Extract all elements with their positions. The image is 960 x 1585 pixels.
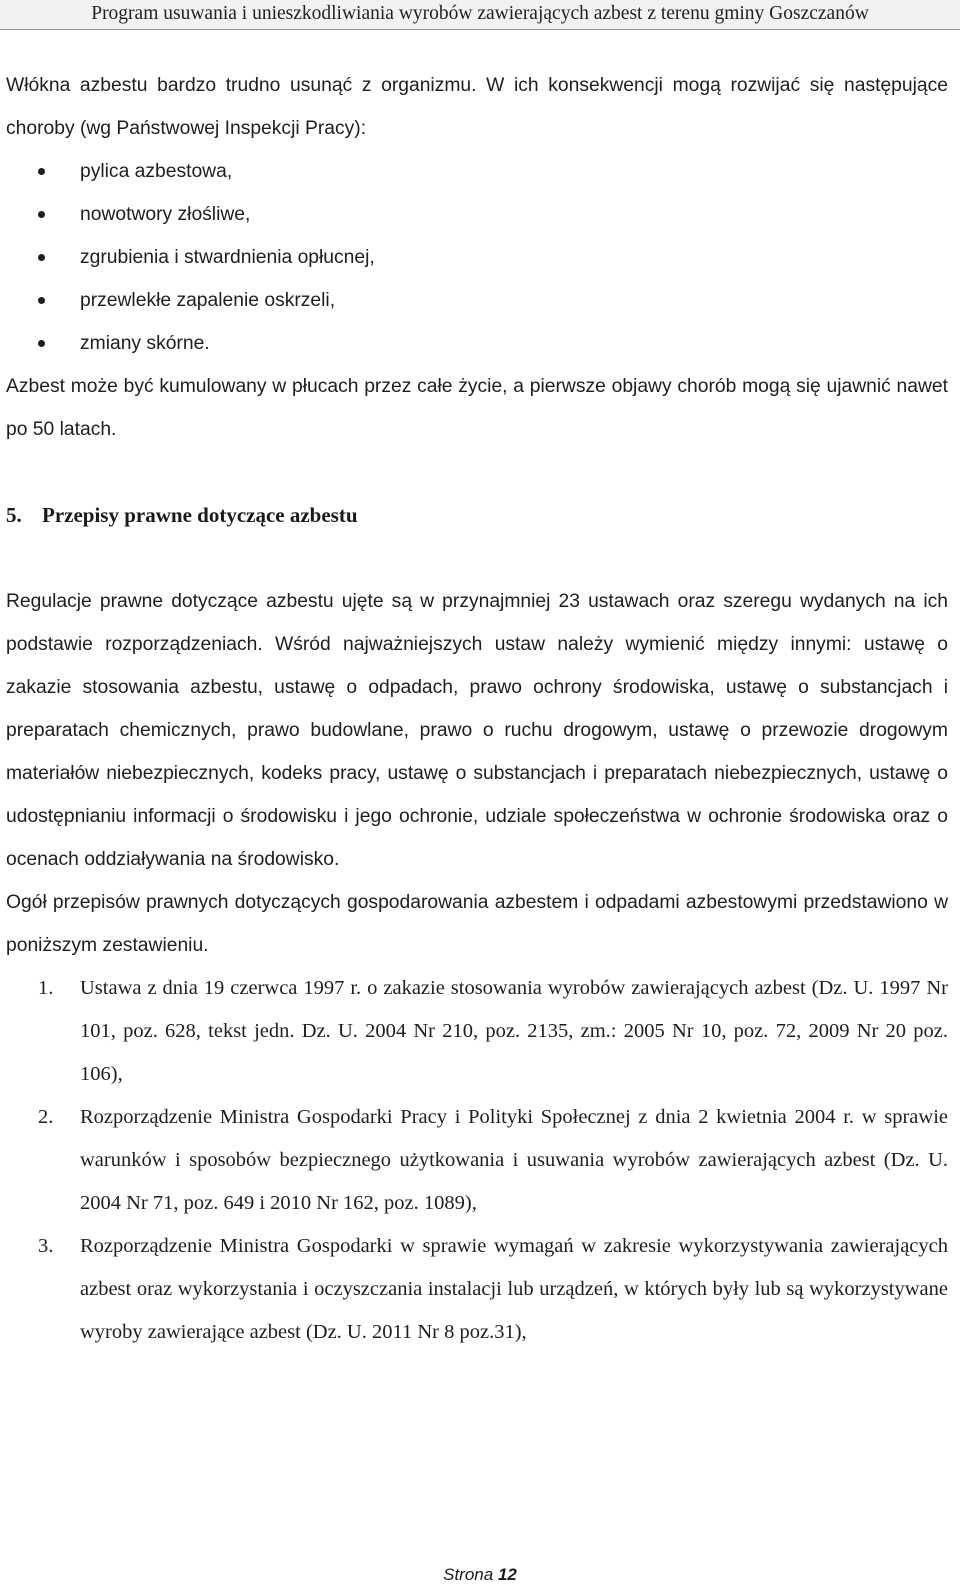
list-item-text: zgrubienia i stwardnienia opłucnej, (80, 247, 375, 268)
list-item-text: zmiany skórne. (80, 333, 210, 354)
section-title: Przepisy prawne dotyczące azbestu (42, 503, 358, 527)
list-item-text: Rozporządzenie Ministra Gospodarki w sprawie wymagań w zakresie wykorzystywania zawierających azbest oraz wykorzystania i oczyszczania instalacji lub urządzeń, w których były lub są wykorzystywane wyroby zawierające azbest (Dz. U. 2011 Nr 8 poz.31), (80, 1235, 948, 1343)
list-item (6, 1225, 948, 1354)
list-item-text: przewlekłe zapalenie oskrzeli, (80, 290, 336, 311)
page-body (6, 64, 948, 1354)
list-item-text: Ustawa z dnia 19 czerwca 1997 r. o zakazie stosowania wyrobów zawierających azbest (Dz. U. 1997 Nr 101, poz. 628, tekst jedn. Dz. U. 2004 Nr 210, poz. 2135, zm.: 2005 Nr 10, poz. 72, 2009 Nr 20 poz. 106), (80, 977, 948, 1085)
running-header: Program usuwania i unieszkodliwiania wyrobów zawierających azbest z terenu gminy Goszczanów (0, 0, 960, 30)
list-item (6, 967, 948, 1096)
bullet-icon (38, 340, 45, 347)
accumulation-paragraph: Azbest może być kumulowany w płucach przez całe życie, a pierwsze objawy chorób mogą się ujawnić nawet po 50 latach. (6, 376, 948, 440)
list-item (6, 279, 948, 322)
list-item-number: 3. (38, 1235, 54, 1257)
list-item-text: pylica azbestowa, (80, 161, 233, 182)
overview-paragraph: Ogół przepisów prawnych dotyczących gospodarowania azbestem i odpadami azbestowymi przedstawiono w poniższym zestawieniu. (6, 892, 948, 956)
list-item-text: Rozporządzenie Ministra Gospodarki Pracy i Polityki Społecznej z dnia 2 kwietnia 2004 r. w sprawie warunków i sposobów bezpiecznego użytkowania i usuwania wyrobów zawierających azbest (Dz. U. 2004 Nr 71, poz. 649 i 2010 Nr 162, poz. 1089), (80, 1106, 948, 1214)
section-heading (6, 494, 948, 537)
list-item-text: nowotwory złośliwe, (80, 204, 251, 225)
regulations-paragraph: Regulacje prawne dotyczące azbestu ujęte są w przynajmniej 23 ustawach oraz szeregu wydanych na ich podstawie rozporządzeniach. Wśród najważniejszych ustaw należy wymienić między innymi: ustawę o zakazie stosowania azbestu, ustawę o odpadach, prawo ochrony środowiska, ustawę o substancjach i preparatach chemicznych, prawo budowlane, prawo o ruchu drogowym, ustawę o przewozie drogowym materiałów niebezpiecznych, kodeks pracy, ustawę o substancjach i preparatach niebezpiecznych, ustawę o udostępnianiu informacji o środowisku i jego ochronie, udziale społeczeństwa w ochronie środowiska oraz o ocenach oddziaływania na środowisko. (6, 591, 948, 870)
list-item (6, 236, 948, 279)
list-item-number: 2. (38, 1106, 54, 1128)
bullet-icon (38, 211, 45, 218)
disease-list (6, 150, 948, 365)
section-number: 5. (6, 503, 22, 527)
intro-paragraph: Włókna azbestu bardzo trudno usunąć z organizmu. W ich konsekwencji mogą rozwijać się następujące choroby (wg Państwowej Inspekcji Pracy): (6, 75, 948, 139)
page-label: Strona (443, 1565, 494, 1584)
law-list (6, 967, 948, 1354)
page-number: 12 (497, 1565, 517, 1584)
list-item-number: 1. (38, 977, 54, 999)
page-footer (0, 1565, 960, 1585)
list-item (6, 322, 948, 365)
list-item (6, 1096, 948, 1225)
list-item (6, 150, 948, 193)
bullet-icon (38, 254, 45, 261)
bullet-icon (38, 297, 45, 304)
bullet-icon (38, 168, 45, 175)
list-item (6, 193, 948, 236)
